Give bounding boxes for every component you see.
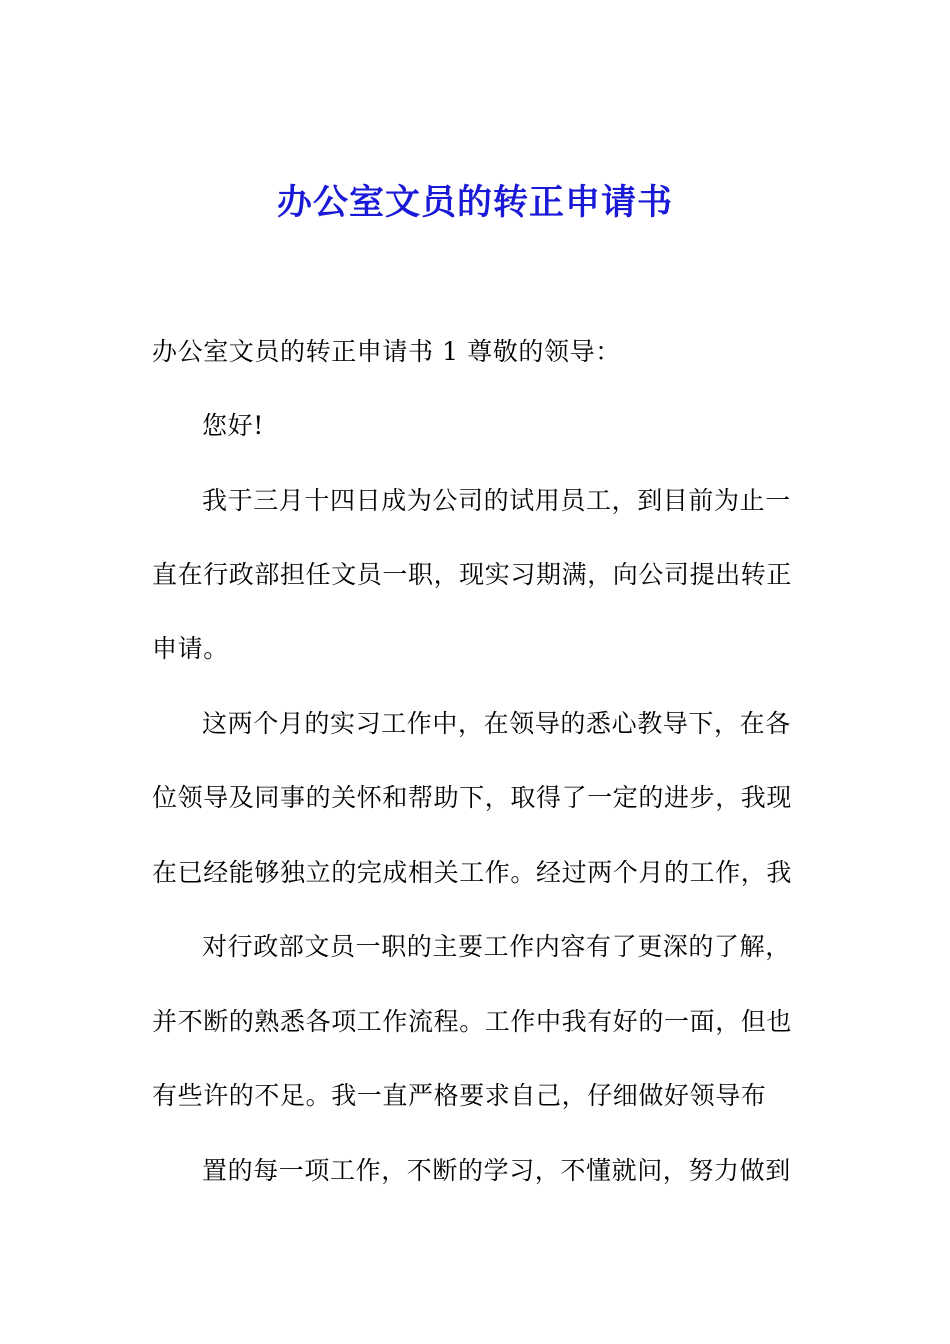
paragraph-line: 我于三月十四日成为公司的试用员工，到目前为止一 <box>202 486 791 515</box>
paragraph-line: 这两个月的实习工作中，在领导的悉心教导下，在各 <box>202 709 791 738</box>
salutation-line: 办公室文员的转正申请书 1 尊敬的领导： <box>152 337 621 366</box>
paragraph-line: 并不断的熟悉各项工作流程。工作中我有好的一面，但也 <box>152 1007 793 1036</box>
paragraph-line: 对行政部文员一职的主要工作内容有了更深的了解， <box>202 932 791 961</box>
paragraph-line: 在已经能够独立的完成相关工作。经过两个月的工作，我 <box>152 858 793 887</box>
paragraph-line: 申请。 <box>152 634 229 663</box>
paragraph-line: 有些许的不足。我一直严格要求自己，仔细做好领导布 <box>152 1081 767 1110</box>
paragraph-line: 置的每一项工作，不断的学习，不懂就问，努力做到 <box>202 1156 791 1185</box>
paragraph-line: 直在行政部担任文员一职，现实习期满，向公司提出转正 <box>152 560 793 589</box>
paragraph-line: 位领导及同事的关怀和帮助下，取得了一定的进步，我现 <box>152 783 793 812</box>
greeting-line: 您好! <box>202 411 264 440</box>
document-title: 办公室文员的转正申请书 <box>276 182 673 223</box>
